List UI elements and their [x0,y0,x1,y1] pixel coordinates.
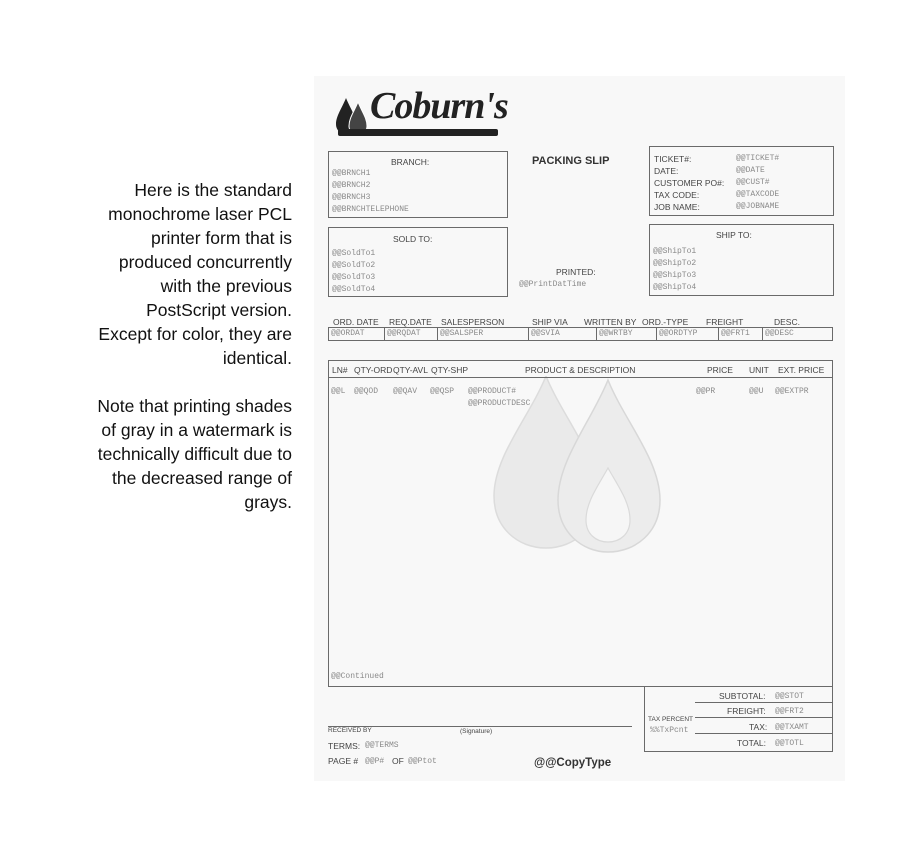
order-cell-req-date [385,328,438,340]
order-header-freight: FREIGHT [706,317,744,327]
items-header-divider [329,377,832,378]
copy-type: @@CopyType [534,757,612,769]
sold-to-label: SOLD TO: [393,234,433,244]
ticket-value: @@TICKET# [736,154,780,163]
totals-box [644,686,833,752]
received-by-label: RECEIVED BY [328,727,372,734]
order-value-salesperson: @@SALSPER [440,329,484,338]
total-value: @@TOTL [775,739,804,748]
tax-percent-value: %%TxPcnt [650,726,689,735]
branch-line-2: @@BRNCH2 [332,181,371,190]
ship-to-line-3: @@ShipTo3 [653,271,697,280]
sold-to-line-3: @@SoldTo3 [332,273,376,282]
items-header-qty-shp: QTY-SHP [431,365,469,375]
subtotal-value: @@STOT [775,692,804,701]
item-product-desc-value: @@PRODUCTDESC [468,399,531,408]
order-value-desc: @@DESC [765,329,794,338]
received-by-line [328,726,632,727]
order-value-ord-date: @@ORDAT [331,329,365,338]
printed-label: PRINTED: [556,267,596,277]
ship-to-line-4: @@ShipTo4 [653,283,697,292]
totals-row-divider-2 [695,717,833,718]
job-name-value: @@JOBNAME [736,202,780,211]
page-total-value: @@Ptot [408,757,437,766]
logo-wordmark: Coburn's [370,85,508,127]
ticket-label: TICKET#: [654,154,692,164]
order-value-ship-via: @@SVIA [531,329,560,338]
terms-value: @@TERMS [365,741,399,750]
item-ext-price-value: @@EXTPR [775,387,809,396]
sold-to-line-2: @@SoldTo2 [332,261,376,270]
signature-label: (Signature) [460,728,493,735]
sold-to-line-4: @@SoldTo4 [332,285,376,294]
form-title: PACKING SLIP [532,155,610,167]
items-header-ln: LN# [332,365,348,375]
order-cell-written-by [597,328,657,340]
item-product-value: @@PRODUCT# [468,387,517,396]
coburns-logo [334,82,508,142]
ticket-box [649,146,834,216]
order-header-salesperson: SALESPERSON [441,317,505,327]
job-name-label: JOB NAME: [654,202,700,212]
items-header-product-description: PRODUCT & DESCRIPTION [525,365,636,375]
order-cell-salesperson [438,328,529,340]
tax-code-value: @@TAXCODE [736,190,780,199]
ship-to-label: SHIP TO: [716,230,752,240]
caption [90,178,292,538]
branch-box [328,151,508,218]
items-box [328,360,833,687]
sold-to-line-1: @@SoldTo1 [332,249,376,258]
date-label: DATE: [654,166,679,176]
item-qty-avl-value: @@QAV [393,387,418,396]
tax-label: TAX: [749,722,768,732]
order-cell-ord-date [329,328,385,340]
order-header-req-date: REQ.DATE [389,317,432,327]
tax-code-label: TAX CODE: [654,190,700,200]
continued-value: @@Continued [331,672,384,681]
item-price-value: @@PR [696,387,716,396]
order-header-ord-date: ORD. DATE [333,317,379,327]
printed-value: @@PrintDatTime [519,280,587,289]
item-qty-ord-value: @@QOD [354,387,379,396]
item-ln-value: @@L [331,387,346,396]
order-value-freight: @@FRT1 [721,329,750,338]
order-header-desc: DESC. [774,317,800,327]
order-header-written-by: WRITTEN BY [584,317,637,327]
freight-value: @@FRT2 [775,707,804,716]
order-header-ord-type: ORD.-TYPE [642,317,689,327]
tax-value: @@TXAMT [775,723,809,732]
freight-label: FREIGHT: [727,706,766,716]
ship-to-box [649,224,834,296]
tax-percent-label: TAX PERCENT [648,716,694,723]
items-header-ext-price: EXT. PRICE [778,365,825,375]
sold-to-box [328,227,508,297]
order-header-ship-via: SHIP VIA [532,317,568,327]
order-cell-ship-via [529,328,597,340]
items-header-qty-ord: QTY-ORD [354,365,393,375]
order-value-req-date: @@RQDAT [387,329,421,338]
order-value-ord-type: @@ORDTYP [659,329,698,338]
branch-line-1: @@BRNCH1 [332,169,371,178]
caption-paragraph-1: Here is the standard monochrome laser PCL printer form that is produced concurrently with the previous PostScript version. Except for color, they are identical. [98,180,292,368]
totals-row-divider-3 [695,733,833,734]
logo-underline [338,129,498,136]
items-header-qty-avl: QTY-AVL [393,365,428,375]
terms-label: TERMS: [328,741,361,751]
order-values-row [328,327,833,341]
items-header-price: PRICE [707,365,733,375]
branch-line-3: @@BRNCH3 [332,193,371,202]
order-cell-ord-type [657,328,719,340]
packing-slip-form [314,76,845,781]
item-unit-value: @@U [749,387,764,396]
order-cell-freight [719,328,763,340]
total-label: TOTAL: [737,738,766,748]
items-header-unit: UNIT [749,365,769,375]
page-value: @@P# [365,757,385,766]
date-value: @@DATE [736,166,765,175]
branch-label: BRANCH: [391,157,430,167]
totals-row-divider-1 [695,702,833,703]
of-label: OF [392,756,404,766]
customer-po-label: CUSTOMER PO#: [654,178,725,188]
caption-paragraph-2: Note that printing shades of gray in a watermark is technically difficult due to the decreased range of grays. [97,396,292,512]
item-qty-shp-value: @@QSP [430,387,455,396]
page-label: PAGE # [328,756,359,766]
branch-telephone: @@BRNCHTELEPHONE [332,205,409,214]
ship-to-line-1: @@ShipTo1 [653,247,697,256]
ship-to-line-2: @@ShipTo2 [653,259,697,268]
customer-po-value: @@CUST# [736,178,770,187]
subtotal-label: SUBTOTAL: [719,691,766,701]
order-value-written-by: @@WRTBY [599,329,633,338]
